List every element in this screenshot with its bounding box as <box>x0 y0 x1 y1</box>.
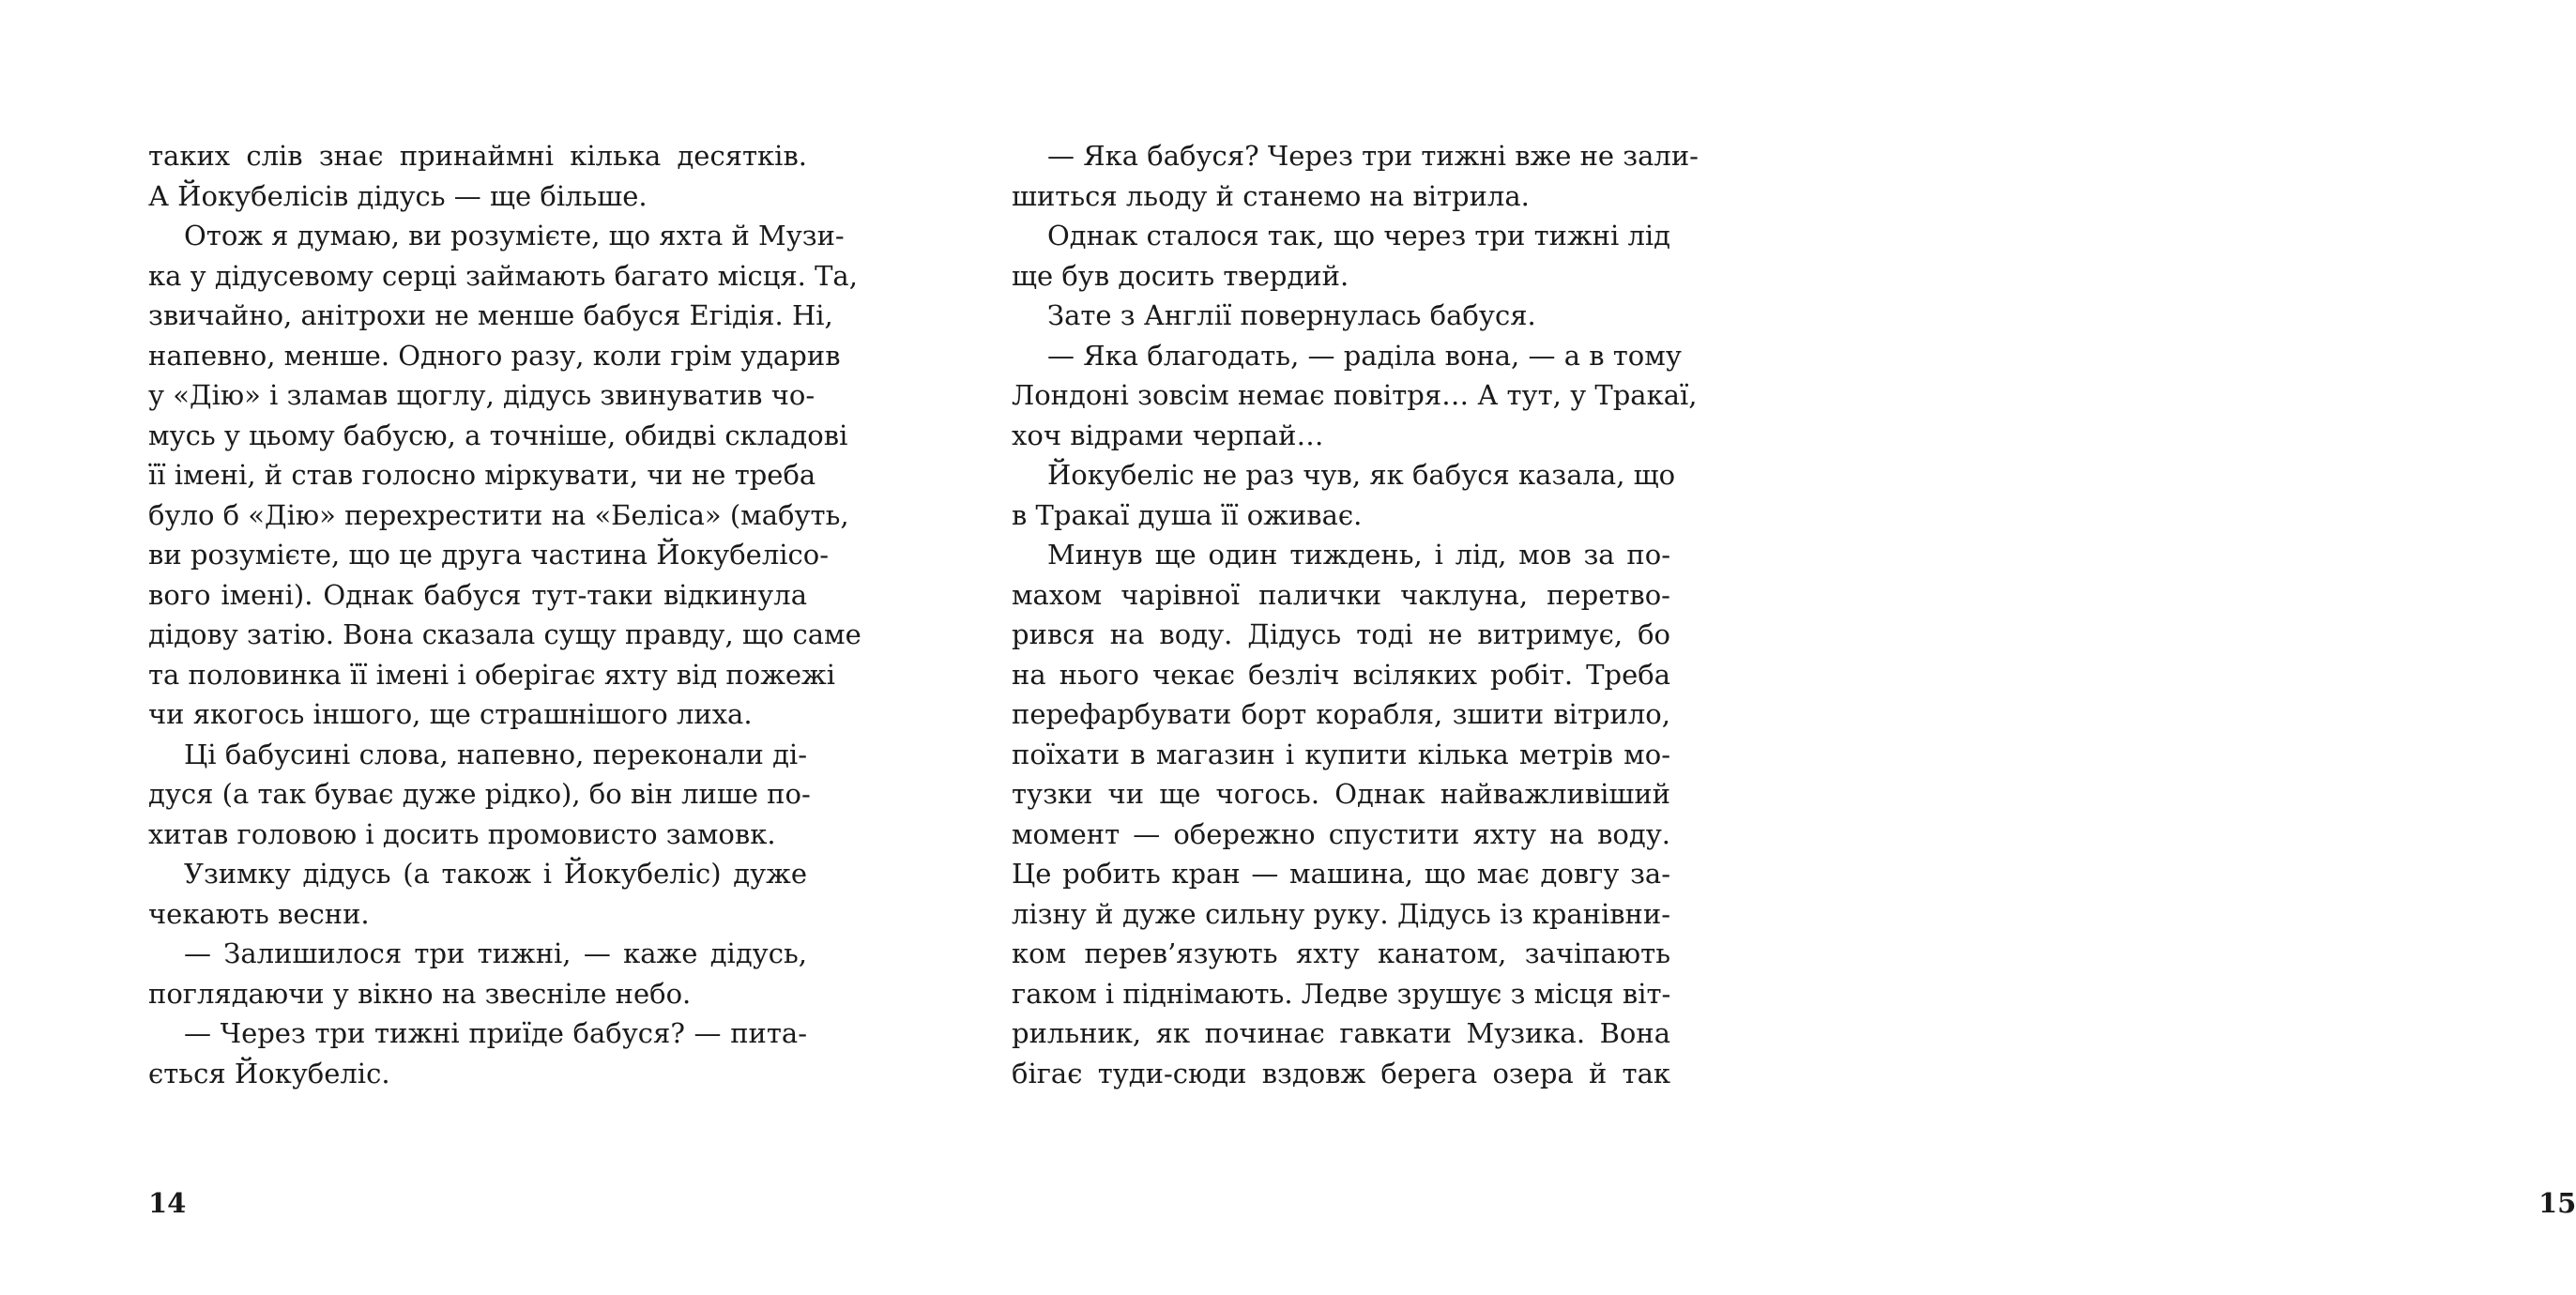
text-line: таких слів знає принаймні кілька десятків. <box>148 140 807 172</box>
right-page-text <box>1012 136 1699 1093</box>
text-line: бігає туди-сюди вздовж берега озера й так <box>1012 1057 1670 1089</box>
text-line: Це робить кран — машина, що має довгу за- <box>1012 858 1670 890</box>
text-line: лізну й дуже сильну руку. Дідусь із кранівни- <box>1012 897 1670 930</box>
text-line: ви розумієте, що це друга частина Йокубелісо- <box>148 539 830 571</box>
text-line: Лондоні зовсім немає повітря… А тут, у Тракаї, <box>1012 379 1698 411</box>
right-page <box>901 0 2576 1295</box>
text-line: Ці бабусині слова, напевно, переконали ді- <box>184 738 807 770</box>
text-line: Зате з Англії повернулась бабуся. <box>1047 299 1536 331</box>
text-line: хитав головою і досить промовисто замовк. <box>148 817 776 850</box>
text-line: вого імені). Однак бабуся тут-таки відкинула <box>148 578 807 611</box>
text-line: А Йокубелісів дідусь — ще більше. <box>148 179 648 212</box>
page-number-left: 14 <box>148 1187 187 1219</box>
text-line: рильник, як починає гавкати Музика. Вона <box>1012 1017 1670 1049</box>
text-line: рився на воду. Дідусь тоді не витримує, бо <box>1012 618 1670 650</box>
text-line: Минув ще один тиждень, і лід, мов за по- <box>1047 539 1670 571</box>
text-line: на нього чекає безліч всіляких робіт. Треба <box>1012 658 1670 691</box>
text-line: у «Дію» і зламав щоглу, дідусь звинуватив чо- <box>148 379 815 411</box>
text-line: поїхати в магазин і купити кілька метрів мо- <box>1012 738 1670 770</box>
text-line: ком перев’язують яхту канатом, зачіпають <box>1012 937 1670 969</box>
text-line: Однак сталося так, що через три тижні лід <box>1047 220 1671 251</box>
text-line: тузки чи ще чогось. Однак найважливіший <box>1012 778 1670 810</box>
text-line: перефарбувати борт корабля, зшити вітрило, <box>1012 698 1670 730</box>
text-line: — Яка бабуся? Через три тижні вже не зали- <box>1047 140 1699 172</box>
left-page-text <box>148 136 861 1093</box>
left-page <box>0 0 901 1295</box>
text-line: чи якогось іншого, ще страшнішого лиха. <box>148 698 753 730</box>
text-line: Узимку дідусь (а також і Йокубеліс) дуже <box>184 858 807 890</box>
text-line: — Залишилося три тижні, — каже дідусь, <box>184 937 807 969</box>
text-line: махом чарівної палички чаклуна, перетво- <box>1012 578 1670 611</box>
text-line: дідову затію. Вона сказала сущу правду, що саме <box>148 618 861 650</box>
text-line: шиться льоду й станемо на вітрила. <box>1012 179 1530 212</box>
text-line: ка у дідусевому серці займають багато місця. Та, <box>148 259 858 292</box>
text-line: ще був досить твердий. <box>1012 259 1349 292</box>
text-line: мусь у цьому бабусю, а точніше, обидві складові <box>148 419 848 451</box>
text-line: — Через три тижні приїде бабуся? — пита- <box>184 1017 807 1049</box>
text-line: її імені, й став голосно міркувати, чи не треба <box>148 459 816 491</box>
text-line: було б «Дію» перехрестити на «Беліса» (мабуть, <box>148 498 849 531</box>
text-line: поглядаючи у вікно на звесніле небо. <box>148 977 692 1010</box>
text-line: чекають весни. <box>148 897 370 930</box>
text-line: дуся (а так буває дуже рідко), бо він лише по- <box>148 778 811 810</box>
page-number-right: 15 <box>2538 1187 2576 1219</box>
text-line: в Тракаї душа її оживає. <box>1012 498 1363 531</box>
text-line: Отож я думаю, ви розумієте, що яхта й Музи- <box>184 220 845 251</box>
text-line: гаком і піднімають. Ледве зрушує з місця віт- <box>1012 977 1671 1010</box>
text-line: напевно, менше. Одного разу, коли грім ударив <box>148 339 841 372</box>
text-line: ється Йокубеліс. <box>148 1057 390 1089</box>
text-line: хоч відрами черпай… <box>1012 419 1324 451</box>
text-line: звичайно, анітрохи не менше бабуся Егідія. Ні, <box>148 299 833 331</box>
text-line: та половинка її імені і оберігає яхту від пожежі <box>148 658 836 691</box>
text-line: — Яка благодать, — раділа вона, — а в тому <box>1047 339 1682 372</box>
text-line: Йокубеліс не раз чув, як бабуся казала, що <box>1047 459 1676 491</box>
text-line: момент — обережно спустити яхту на воду. <box>1012 817 1670 850</box>
